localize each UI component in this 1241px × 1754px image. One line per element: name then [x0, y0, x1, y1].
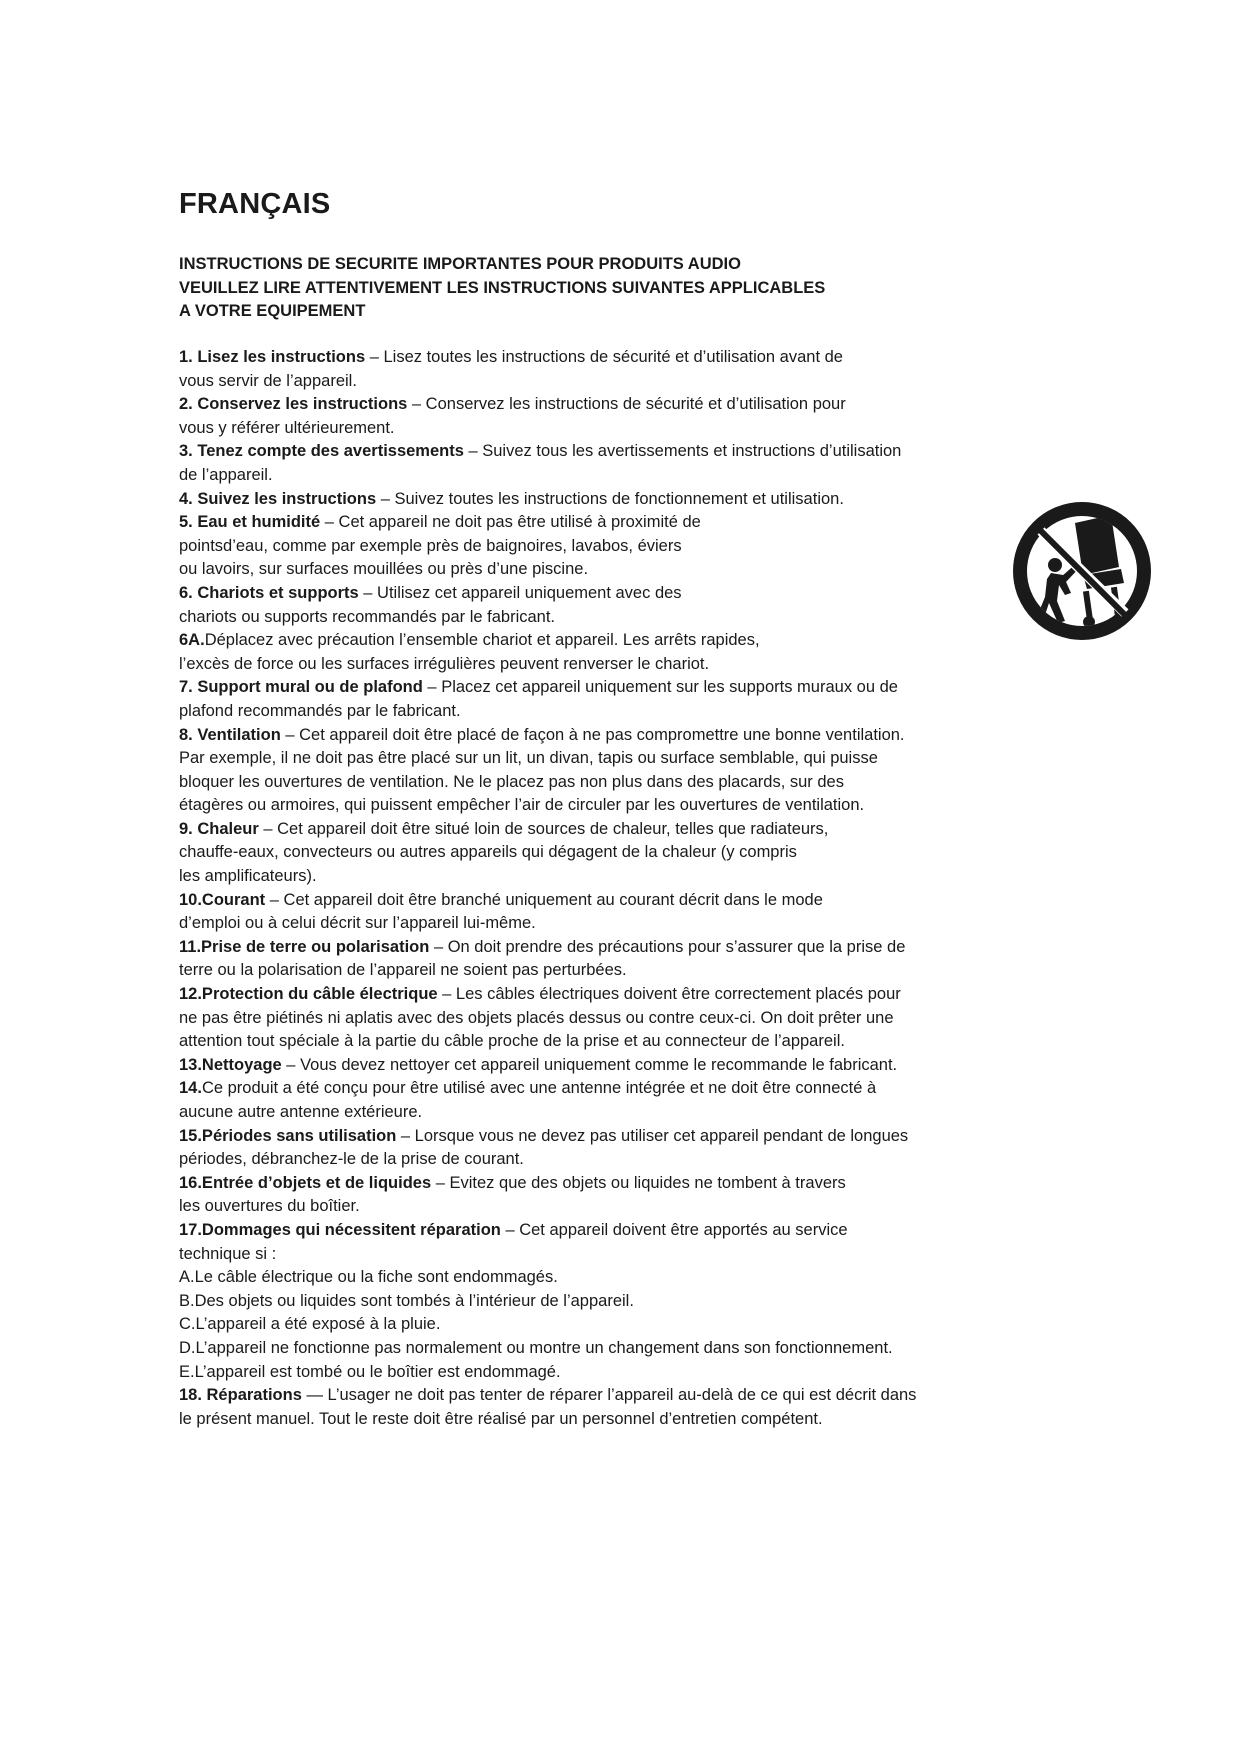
instruction-text: vous servir de l’appareil. [179, 371, 357, 390]
instruction-text: pointsd’eau, comme par exemple près de baignoires, lavabos, éviers [179, 536, 682, 555]
instruction-text: – Cet appareil ne doit pas être utilisé à proximité de [320, 513, 701, 532]
instruction-line [179, 1125, 999, 1149]
instruction-heading: 5. Eau et humidité [179, 513, 321, 532]
instruction-heading: 16.Entrée d’objets et de liquides [179, 1173, 432, 1192]
instruction-text: Déplacez avec précaution l’ensemble chariot et appareil. Les arrêts rapides, [204, 631, 760, 650]
instruction-line [179, 1219, 999, 1243]
instruction-heading: 12.Protection du câble électrique [179, 985, 438, 1004]
instruction-text: d’emploi ou à celui décrit sur l’appareil lui-même. [179, 914, 536, 933]
instruction-line [179, 558, 999, 582]
instruction-text: ou lavoirs, sur surfaces mouillées ou près d’une piscine. [179, 560, 589, 579]
instruction-line [179, 1007, 999, 1031]
instruction-line [179, 1408, 999, 1432]
instruction-heading: 1. Lisez les instructions [179, 348, 366, 366]
instruction-line [179, 983, 999, 1007]
instruction-heading: 3. Tenez compte des avertissements [179, 442, 464, 461]
instruction-line [179, 440, 999, 464]
instruction-text: A.Le câble électrique ou la fiche sont endommagés. [179, 1268, 558, 1287]
instruction-line [179, 747, 999, 771]
instruction-text: – Cet appareil doit être situé loin de sources de chaleur, telles que radiateurs, [258, 819, 829, 838]
instruction-line [179, 1077, 999, 1101]
instruction-heading: 7. Support mural ou de plafond [179, 678, 423, 697]
instructions-list [179, 346, 999, 1431]
instruction-text: Ce produit a été conçu pour être utilisé avec une antenne intégrée et ne doit être connecté à [201, 1079, 877, 1098]
instruction-text: bloquer les ouvertures de ventilation. Ne le placez pas non plus dans des placards, sur des [179, 772, 844, 791]
heading-line: INSTRUCTIONS DE SECURITE IMPORTANTES POUR PRODUITS AUDIO [179, 255, 741, 273]
instruction-heading: 9. Chaleur [179, 819, 259, 838]
instruction-line [179, 818, 999, 842]
heading-line: A VOTRE EQUIPEMENT [179, 302, 366, 320]
instruction-line [179, 1266, 999, 1290]
instruction-text: – Lorsque vous ne devez pas utiliser cet appareil pendant de longues [396, 1126, 909, 1145]
instruction-text: les amplificateurs). [179, 867, 317, 886]
instruction-line [179, 700, 999, 724]
instruction-line [179, 393, 999, 417]
cart-tip-over-warning-icon [1013, 501, 1151, 641]
instruction-text: chauffe-eaux, convecteurs ou autres appareils qui dégagent de la chaleur (y compris [179, 843, 797, 862]
instruction-line [179, 912, 999, 936]
instruction-text: plafond recommandés par le fabricant. [179, 701, 461, 720]
instruction-line [179, 582, 999, 606]
instruction-text: le présent manuel. Tout le reste doit être réalisé par un personnel d’entretien compétent. [179, 1409, 823, 1428]
instruction-text: – Cet appareil doit être placé de façon à ne pas compromettre une bonne ventilation. [280, 725, 905, 744]
instruction-line [179, 606, 999, 630]
instruction-line [179, 771, 999, 795]
instruction-text: les ouvertures du boîtier. [179, 1197, 360, 1216]
instruction-text: terre ou la polarisation de l’appareil ne soient pas perturbées. [179, 961, 627, 980]
instruction-text: attention tout spéciale à la partie du câble proche de la prise et au connecteur de l’appareil. [179, 1032, 845, 1051]
instruction-heading: 6. Chariots et supports [179, 583, 359, 602]
instruction-line [179, 370, 999, 394]
instruction-line [179, 629, 999, 653]
instruction-line [179, 936, 999, 960]
instruction-heading: 6A. [179, 631, 205, 650]
instruction-line [179, 1290, 999, 1314]
instruction-line [179, 346, 999, 370]
instruction-line [179, 959, 999, 983]
instruction-text: l’excès de force ou les surfaces irrégulières peuvent renverser le chariot. [179, 654, 710, 673]
instruction-text: – Vous devez nettoyer cet appareil uniquement comme le recommande le fabricant. [281, 1055, 898, 1074]
instruction-text: B.Des objets ou liquides sont tombés à l’intérieur de l’appareil. [179, 1291, 634, 1310]
instruction-line [179, 1030, 999, 1054]
instruction-heading: 11.Prise de terre ou polarisation [179, 937, 430, 956]
instruction-line [179, 1148, 999, 1172]
instruction-line [179, 511, 999, 535]
instruction-heading: 14. [179, 1079, 202, 1098]
instruction-heading: 18. Réparations [179, 1386, 302, 1405]
instruction-text: — L’usager ne doit pas tenter de réparer l’appareil au-delà de ce qui est décrit dans [301, 1386, 917, 1405]
instruction-line [179, 1054, 999, 1078]
instruction-text: – Suivez toutes les instructions de fonctionnement et utilisation. [376, 489, 844, 508]
instruction-text: vous y référer ultérieurement. [179, 418, 395, 437]
instruction-text: ne pas être piétinés ni aplatis avec des objets placés dessus ou contre ceux-ci. On doit prêter une [179, 1008, 894, 1027]
instruction-heading: 8. Ventilation [179, 725, 281, 744]
instruction-heading: 17.Dommages qui nécessitent réparation [179, 1220, 501, 1239]
instruction-text: – Les câbles électriques doivent être correctement placés pour [437, 985, 901, 1004]
instruction-line [179, 794, 999, 818]
instruction-text: – Evitez que des objets ou liquides ne tombent à travers [431, 1173, 846, 1192]
instruction-line [179, 417, 999, 441]
instruction-line [179, 1384, 999, 1408]
instruction-line [179, 1195, 999, 1219]
instruction-heading: 2. Conservez les instructions [179, 395, 408, 414]
instruction-line [179, 488, 999, 512]
instruction-line [179, 724, 999, 748]
instruction-text: étagères ou armoires, qui puissent empêcher l’air de circuler par les ouvertures de ventilation. [179, 796, 865, 815]
instruction-line [179, 889, 999, 913]
instruction-text: – Conservez les instructions de sécurité et d’utilisation pour [407, 395, 846, 414]
instruction-text: D.L’appareil ne fonctionne pas normalement ou montre un changement dans son fonctionnement. [179, 1338, 893, 1357]
instruction-line [179, 841, 999, 865]
instruction-line [179, 865, 999, 889]
instruction-line [179, 1361, 999, 1385]
instruction-text: – Utilisez cet appareil uniquement avec des [358, 583, 682, 602]
instruction-text: E.L’appareil est tombé ou le boîtier est endommagé. [179, 1362, 561, 1381]
instruction-heading: 13.Nettoyage [179, 1055, 282, 1074]
instruction-line [179, 1243, 999, 1267]
instruction-line [179, 653, 999, 677]
instruction-heading: 15.Périodes sans utilisation [179, 1126, 397, 1145]
instruction-text: – Cet appareil doit être branché uniquement au courant décrit dans le mode [265, 890, 823, 909]
instruction-line [179, 1313, 999, 1337]
heading-line: VEUILLEZ LIRE ATTENTIVEMENT LES INSTRUCTIONS SUIVANTES APPLICABLES [179, 278, 826, 297]
page-title: FRANÇAIS [179, 188, 331, 220]
instruction-line [179, 1172, 999, 1196]
instruction-text: C.L’appareil a été exposé à la pluie. [179, 1315, 441, 1334]
instruction-text: – Suivez tous les avertissements et instructions d’utilisation [463, 442, 902, 461]
instruction-text: technique si : [179, 1244, 277, 1263]
instruction-line [179, 1337, 999, 1361]
instruction-heading: 4. Suivez les instructions [179, 489, 377, 508]
instruction-text: – Lisez toutes les instructions de sécurité et d’utilisation avant de [365, 348, 843, 366]
instruction-text: Par exemple, il ne doit pas être placé sur un lit, un divan, tapis ou surface semblable, qui puisse [179, 749, 878, 768]
instruction-text: – Placez cet appareil uniquement sur les supports muraux ou de [422, 678, 898, 697]
instruction-line [179, 464, 999, 488]
instruction-text: aucune autre antenne extérieure. [179, 1103, 423, 1121]
instruction-line [179, 676, 999, 700]
instruction-text: – Cet appareil doivent être apportés au service [500, 1220, 848, 1239]
instruction-text: de l’appareil. [179, 465, 273, 484]
instruction-text: chariots ou supports recommandés par le fabricant. [179, 607, 556, 626]
instruction-text: – On doit prendre des précautions pour s’assurer que la prise de [429, 937, 906, 956]
safety-heading [179, 253, 825, 324]
instruction-line [179, 535, 999, 559]
instruction-heading: 10.Courant [179, 890, 266, 909]
instruction-text: périodes, débranchez-le de la prise de courant. [179, 1150, 524, 1169]
instruction-line [179, 1101, 999, 1125]
